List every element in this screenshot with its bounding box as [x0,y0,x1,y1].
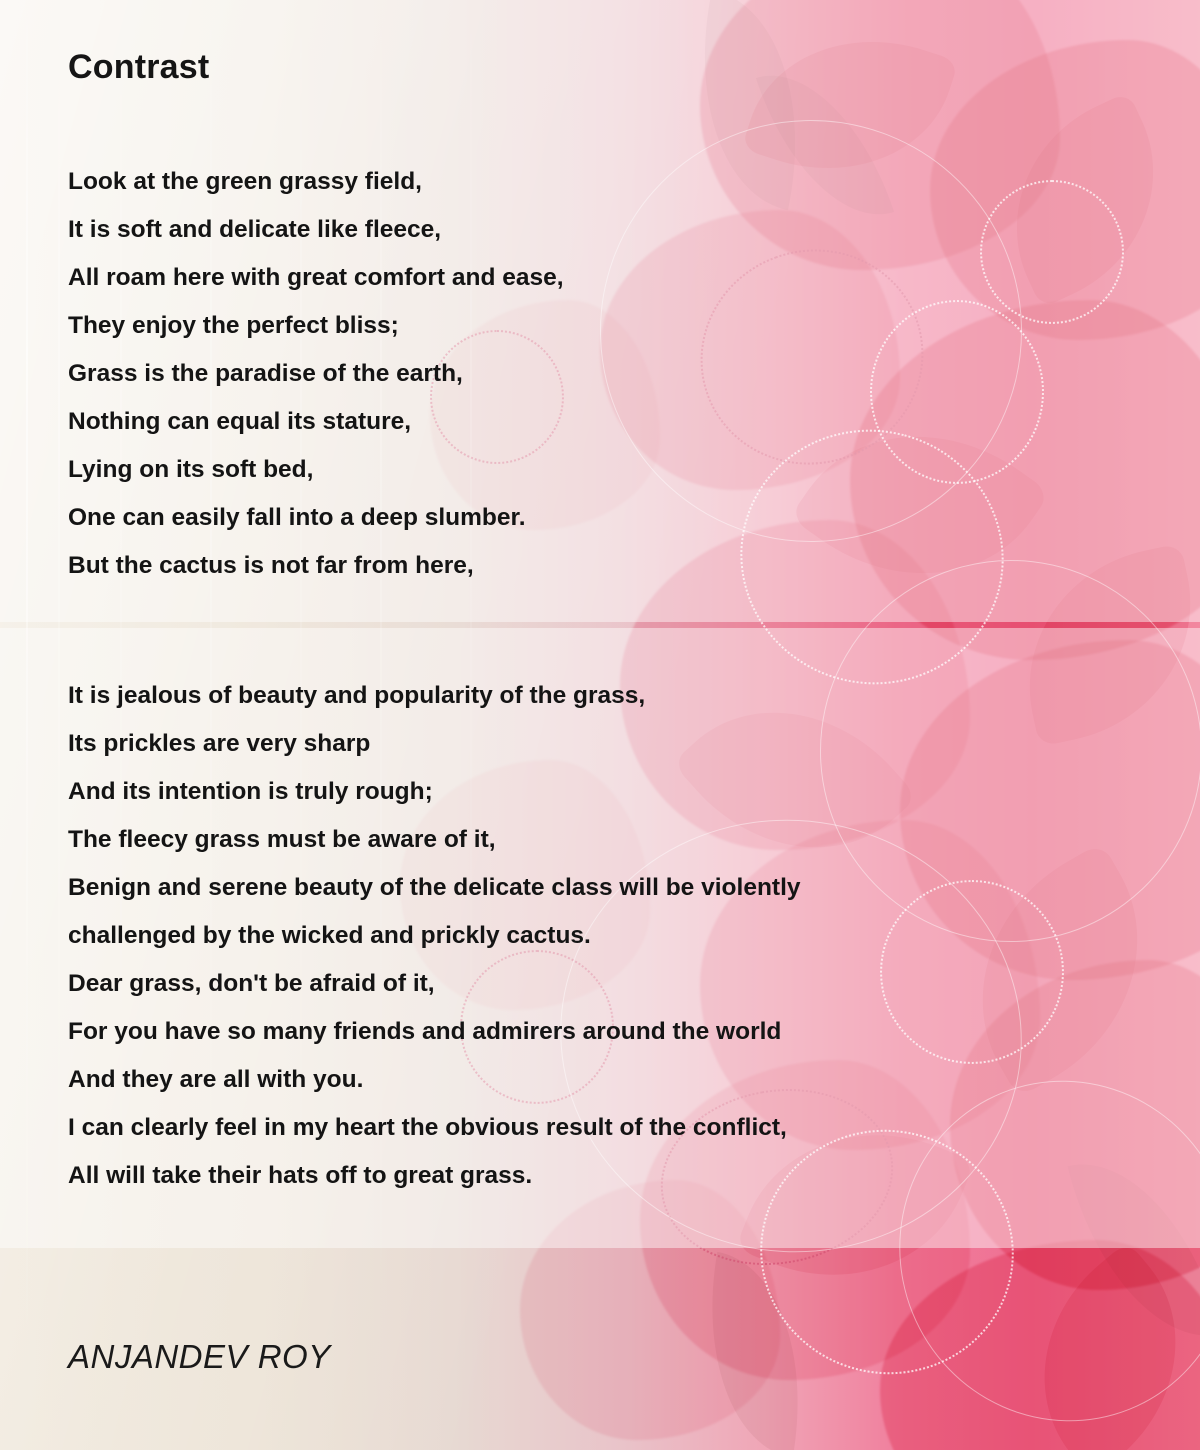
poem-line: All roam here with great comfort and ease, [68,264,564,291]
poem-line: All will take their hats off to great grass. [68,1162,533,1189]
poem-line: Look at the green grassy field, [68,168,422,195]
poem-line: Lying on its soft bed, [68,456,314,483]
poem-stanza-1 [68,158,1088,590]
poem-line: Dear grass, don't be afraid of it, [68,970,435,997]
poem-line: And its intention is truly rough; [68,778,433,805]
poem-line: Nothing can equal its stature, [68,408,412,435]
poem-line: I can clearly feel in my heart the obvious result of the conflict, [68,1114,787,1141]
poem-line: Its prickles are very sharp [68,730,371,757]
poem-line: challenged by the wicked and prickly cactus. [68,922,591,949]
poem-line: They enjoy the perfect bliss; [68,312,399,339]
poem-line: But the cactus is not far from here, [68,552,474,579]
page-title: Contrast [68,48,210,86]
poem-line: The fleecy grass must be aware of it, [68,826,496,853]
poem-line: Grass is the paradise of the earth, [68,360,463,387]
poem-line: It is soft and delicate like fleece, [68,216,442,243]
poem-line: For you have so many friends and admirers around the world [68,1018,782,1045]
poem-author: ANJANDEV ROY [68,1338,331,1375]
poem-line: And they are all with you. [68,1066,364,1093]
poem-stanza-2 [68,672,1088,1200]
poem-line: One can easily fall into a deep slumber. [68,504,526,531]
poem-line: It is jealous of beauty and popularity of the grass, [68,682,646,709]
poem-line: Benign and serene beauty of the delicate class will be violently [68,874,801,901]
